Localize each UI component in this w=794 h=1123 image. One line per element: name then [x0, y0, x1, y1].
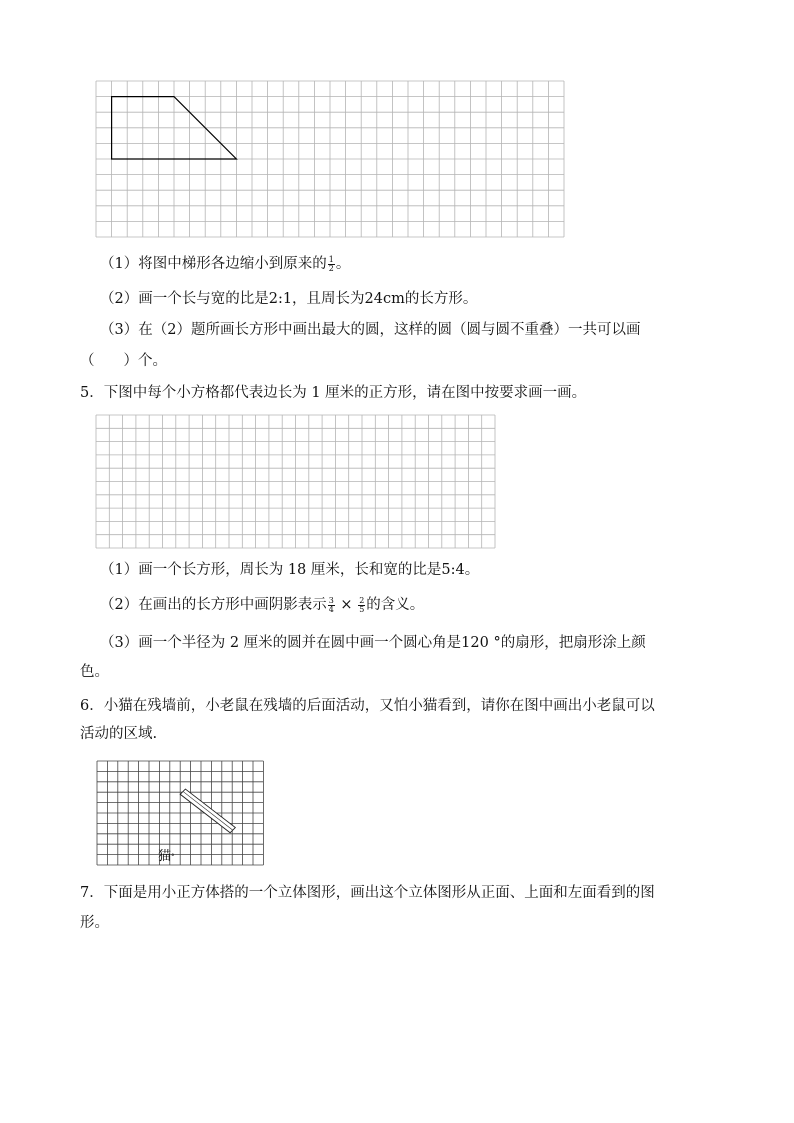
grid-with-wall — [97, 761, 264, 866]
fraction-one-half: $\frac{1}{2}$ — [328, 254, 334, 273]
q5-sub3-line2: 色。 — [80, 664, 109, 680]
cat-label: 猫° — [158, 849, 175, 864]
cat-point-icon: ° — [171, 853, 175, 861]
q6-stem-line1: 6．小猫在残墙前，小老鼠在残墙的后面活动，又怕小猫看到，请你在图中画出小老鼠可以 — [80, 698, 655, 714]
q4-sub2: （2）画一个长与宽的比是2:1，且周长为24cm的长方形。 — [100, 291, 478, 307]
fraction-three-quarters: $\frac{3}{4}$ — [328, 595, 334, 614]
q4-sub3-line2: （ ）个。 — [80, 353, 167, 369]
q4-sub1: （1）将图中梯形各边缩小到原来的 $\frac{1}{2}$ 。 — [100, 254, 351, 273]
q6-stem-line2: 活动的区域. — [80, 726, 158, 742]
grid-with-trapezoid — [96, 81, 567, 237]
q7-stem-line1: 7．下面是用小正方体搭的一个立体图形，画出这个立体图形从正面、上面和左面看到的图 — [80, 885, 655, 901]
q5-stem: 5．下图中每个小方格都代表边长为 1 厘米的正方形，请在图中按要求画一画。 — [80, 385, 587, 401]
q7-stem-line2: 形。 — [80, 915, 109, 931]
empty-grid — [96, 415, 495, 548]
fraction-two-fifths: $\frac{2}{5}$ — [359, 595, 365, 614]
q5-sub3-line1: （3）画一个半径为 2 厘米的圆并在圆中画一个圆心角是120 °的扇形，把扇形涂上颜 — [100, 635, 646, 651]
q5-sub1: （1）画一个长方形，周长为 18 厘米，长和宽的比是5:4。 — [100, 562, 480, 578]
q5-sub2: （2）在画出的长方形中画阴影表示 $\frac{3}{4}$ × $\frac{2}{5}$ 的含义。 — [100, 595, 425, 614]
q4-sub3-line1: （3）在（2）题所画长方形中画出最大的圆，这样的圆（圆与圆不重叠）一共可以画 — [100, 322, 641, 338]
